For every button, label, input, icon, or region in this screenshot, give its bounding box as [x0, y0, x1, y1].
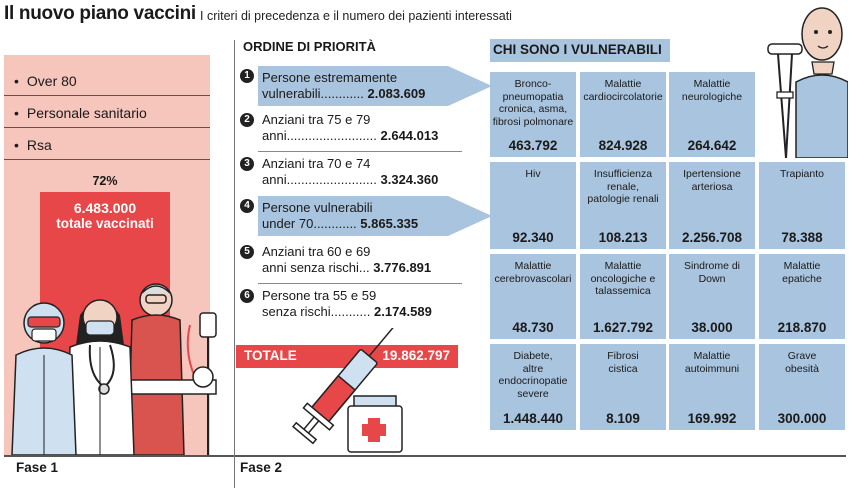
vulnerable-cell: [580, 254, 666, 339]
page-subtitle: I criteri di precedenza e il numero dei pazienti interessati: [200, 9, 512, 23]
priority-line1: Persone vulnerabili: [262, 200, 373, 215]
vulnerable-cell: [490, 72, 576, 157]
cell-value: 48.730: [512, 320, 554, 335]
priority-dots: ............: [313, 216, 357, 231]
cell-value: 8.109: [606, 411, 640, 426]
cell-label: Insufficienza renale, patologie renali: [587, 168, 659, 205]
priority-line2: anni senza rischi: [262, 260, 359, 275]
priority-number: 4: [240, 199, 254, 213]
cell-label: Malattie cardiocircolatorie: [583, 78, 663, 103]
priority-line2: anni: [262, 172, 287, 187]
patient-crutch-illustration: [762, 2, 848, 158]
cell-label: Malattie oncologiche e talassemica: [590, 260, 656, 297]
cell-label: Diabete, altre endocrinopatie severe: [498, 350, 568, 400]
page-title: Il nuovo piano vaccini: [4, 3, 196, 24]
cell-value: 1.448.440: [502, 411, 564, 426]
phase2-label: Fase 2: [240, 460, 283, 475]
cell-value: 169.992: [687, 411, 737, 426]
vulnerable-cell: [669, 162, 755, 249]
cell-value: 824.928: [598, 138, 648, 153]
priority-value: 2.644.013: [380, 128, 439, 143]
priority-line1: Anziani tra 75 e 79: [262, 112, 371, 127]
cell-label: Sindrome di Down: [683, 260, 741, 285]
priority-dots: ...: [358, 260, 370, 275]
priority-number: 6: [240, 289, 254, 303]
cell-label: Hiv: [525, 168, 541, 180]
cell-value: 2.256.708: [681, 230, 743, 245]
syringe-vial-illustration: [290, 328, 420, 454]
footer-divider: [4, 455, 846, 457]
cell-value: 78.388: [781, 230, 823, 245]
cell-value: 264.642: [687, 138, 737, 153]
total-value: 19.862.797: [382, 348, 450, 363]
vulnerable-cell: [759, 162, 845, 249]
priority-value: 2.083.609: [367, 86, 426, 101]
priority-value: 5.865.335: [360, 216, 419, 231]
priority-line1: Persone estremamente: [262, 70, 398, 85]
vulnerable-title: CHI SONO I VULNERABILI: [490, 39, 670, 62]
priority-dots: ...........: [330, 304, 371, 319]
priority-item: [240, 286, 462, 328]
cell-value: 92.340: [512, 230, 554, 245]
priority-number: 5: [240, 245, 254, 259]
priority-number: 3: [240, 157, 254, 171]
priority-title: ORDINE DI PRIORITÀ: [243, 39, 376, 54]
phase1-total-label: totale vaccinati: [56, 216, 154, 231]
cell-label: Malattie autoimmuni: [684, 350, 740, 375]
row-divider: [258, 283, 462, 284]
priority-line1: Anziani tra 70 e 74: [262, 156, 371, 171]
priority-item: [240, 196, 462, 238]
vulnerable-cell: [669, 344, 755, 430]
priority-item: [240, 110, 462, 152]
priority-line2: vulnerabili: [262, 86, 321, 101]
vulnerable-cell: [759, 344, 845, 430]
vulnerable-cell: [490, 162, 576, 249]
phase-divider: [234, 40, 235, 488]
priority-dots: .........................: [286, 128, 377, 143]
cell-value: 38.000: [691, 320, 733, 335]
phase1-item: • Over 80: [4, 64, 210, 96]
priority-dots: .........................: [286, 172, 377, 187]
priority-dots: ............: [320, 86, 364, 101]
cell-value: 300.000: [777, 411, 827, 426]
priority-line2: senza rischi: [262, 304, 331, 319]
cell-value: 108.213: [598, 230, 648, 245]
vulnerable-cell: [580, 344, 666, 430]
cell-value: 463.792: [508, 138, 558, 153]
cell-label: Malattie neurologiche: [681, 78, 743, 103]
phase1-item: • Personale sanitario: [4, 96, 210, 128]
row-divider: [258, 151, 462, 152]
priority-line1: Anziani tra 60 e 69: [262, 244, 371, 259]
cell-label: Ipertensione arteriosa: [683, 168, 741, 193]
vulnerable-cell: [580, 162, 666, 249]
cell-label: Bronco- pneumopatia cronica, asma, fibrosi polmonare: [492, 78, 574, 128]
healthcare-workers-illustration: [8, 275, 223, 455]
cell-value: 1.627.792: [592, 320, 654, 335]
total-label: TOTALE: [244, 348, 297, 363]
priority-value: 2.174.589: [374, 304, 432, 319]
priority-line1: Persone tra 55 e 59: [262, 288, 377, 303]
priority-value: 3.776.891: [373, 260, 432, 275]
vulnerable-cell: [669, 254, 755, 339]
cell-label: Grave obesità: [785, 350, 819, 375]
priority-number: 1: [240, 69, 254, 83]
cell-label: Fibrosi cistica: [607, 350, 639, 375]
phase1-percent: 72%: [92, 174, 118, 188]
cell-label: Malattie cerebrovascolari: [494, 260, 572, 285]
priority-number: 2: [240, 113, 254, 127]
vulnerable-cell: [490, 254, 576, 339]
phase1-label: Fase 1: [16, 460, 59, 475]
priority-value: 3.324.360: [380, 172, 439, 187]
cell-value: 218.870: [777, 320, 827, 335]
priority-item: [240, 242, 462, 284]
phase1-item: • Rsa: [4, 128, 210, 160]
vulnerable-cell: [759, 254, 845, 339]
priority-item: [240, 154, 462, 196]
vulnerable-cell: [580, 72, 666, 157]
vulnerable-cell: [490, 344, 576, 430]
priority-item: [240, 66, 462, 108]
vulnerable-cell: [669, 72, 755, 157]
phase1-total-value: 6.483.000: [73, 200, 137, 216]
priority-line2: anni: [262, 128, 287, 143]
priority-line2: under 70: [262, 216, 314, 231]
cell-label: Malattie epatiche: [782, 260, 822, 285]
cell-label: Trapianto: [780, 168, 824, 180]
